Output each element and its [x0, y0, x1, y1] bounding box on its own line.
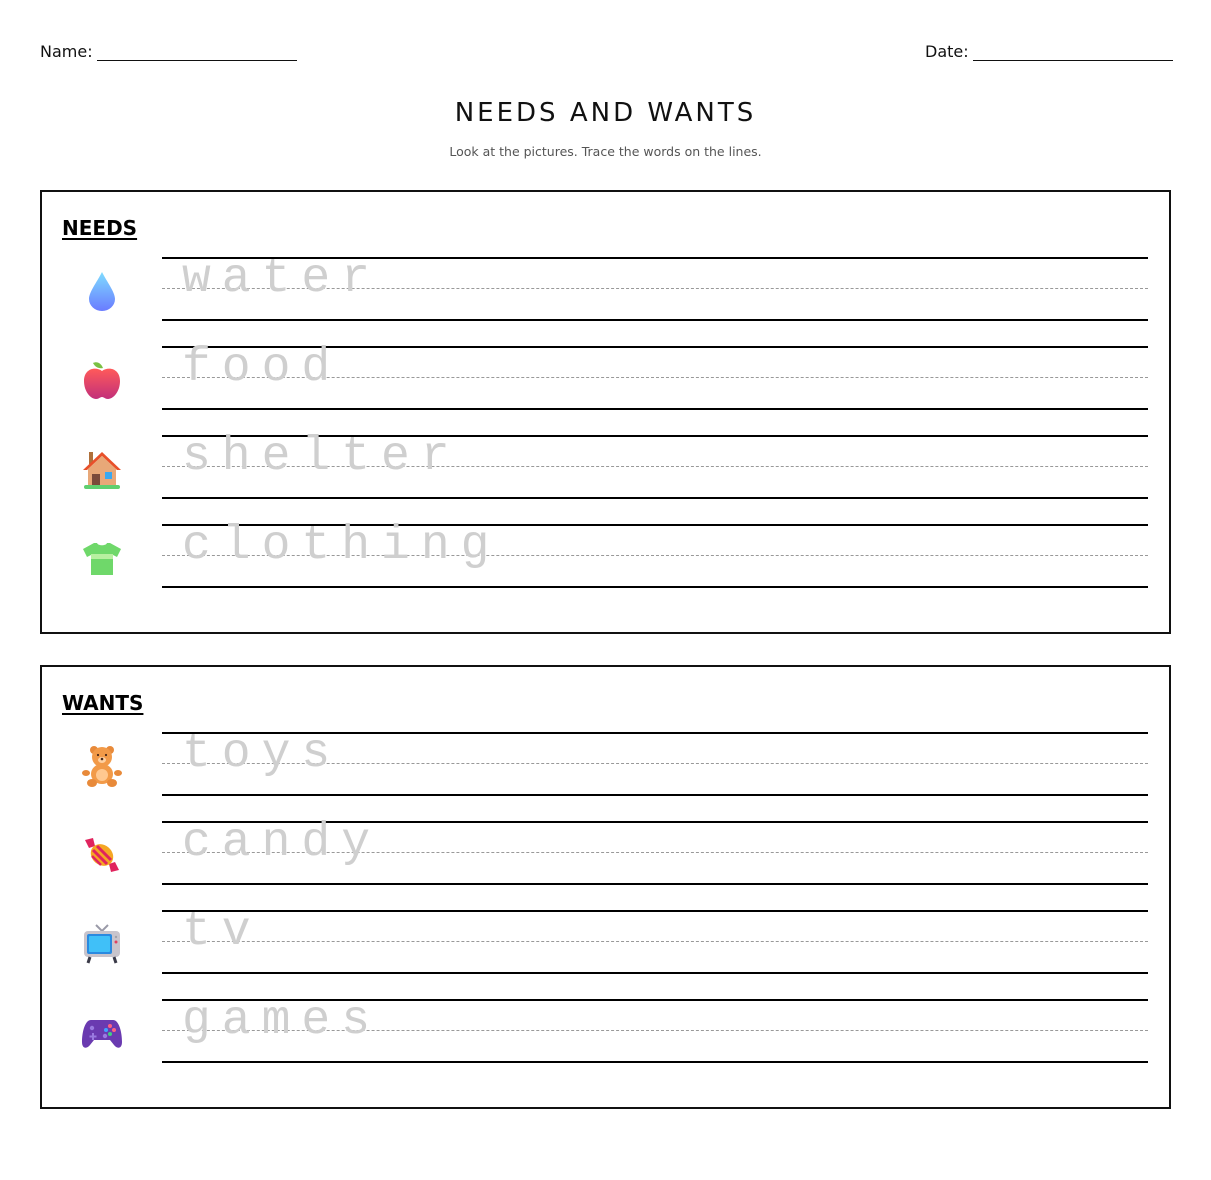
trace-word: clothing	[182, 519, 501, 573]
date-label: Date:	[925, 42, 969, 61]
trace-word: toys	[182, 727, 342, 781]
trace-word: shelter	[182, 430, 461, 484]
trace-row-shelter	[42, 430, 1169, 499]
apple-icon	[80, 358, 124, 402]
trace-word: food	[182, 341, 342, 395]
name-blank-line[interactable]	[97, 46, 297, 61]
writing-lines[interactable]	[162, 816, 1148, 885]
date-field[interactable]	[925, 42, 1173, 61]
trace-word: games	[182, 994, 382, 1048]
candy-icon	[80, 833, 124, 877]
writing-lines[interactable]	[162, 341, 1148, 410]
trace-word: water	[182, 252, 382, 306]
t-shirt-icon	[80, 536, 124, 580]
wants-section	[40, 665, 1171, 1109]
trace-row-candy	[42, 816, 1169, 885]
writing-lines[interactable]	[162, 994, 1148, 1063]
game-controller-icon	[80, 1011, 124, 1055]
writing-lines[interactable]	[162, 252, 1148, 321]
section-heading: NEEDS	[62, 216, 138, 240]
trace-row-games	[42, 994, 1169, 1063]
name-field[interactable]	[40, 42, 297, 61]
date-blank-line[interactable]	[973, 46, 1173, 61]
trace-row-tv	[42, 905, 1169, 974]
writing-lines[interactable]	[162, 727, 1148, 796]
water-drop-icon	[80, 269, 124, 313]
trace-row-water	[42, 252, 1169, 321]
teddy-bear-icon	[80, 744, 124, 788]
trace-row-toys	[42, 727, 1169, 796]
trace-word: tv	[182, 905, 262, 959]
writing-lines[interactable]	[162, 905, 1148, 974]
house-icon	[80, 447, 124, 491]
name-label: Name:	[40, 42, 93, 61]
section-heading: WANTS	[62, 691, 144, 715]
page-title: NEEDS AND WANTS	[454, 98, 757, 128]
writing-lines[interactable]	[162, 519, 1148, 588]
trace-row-food	[42, 341, 1169, 410]
trace-word: candy	[182, 816, 382, 870]
instructions: Look at the pictures. Trace the words on the lines.	[449, 144, 762, 159]
writing-lines[interactable]	[162, 430, 1148, 499]
needs-section	[40, 190, 1171, 634]
television-icon	[80, 922, 124, 966]
trace-row-clothing	[42, 519, 1169, 588]
